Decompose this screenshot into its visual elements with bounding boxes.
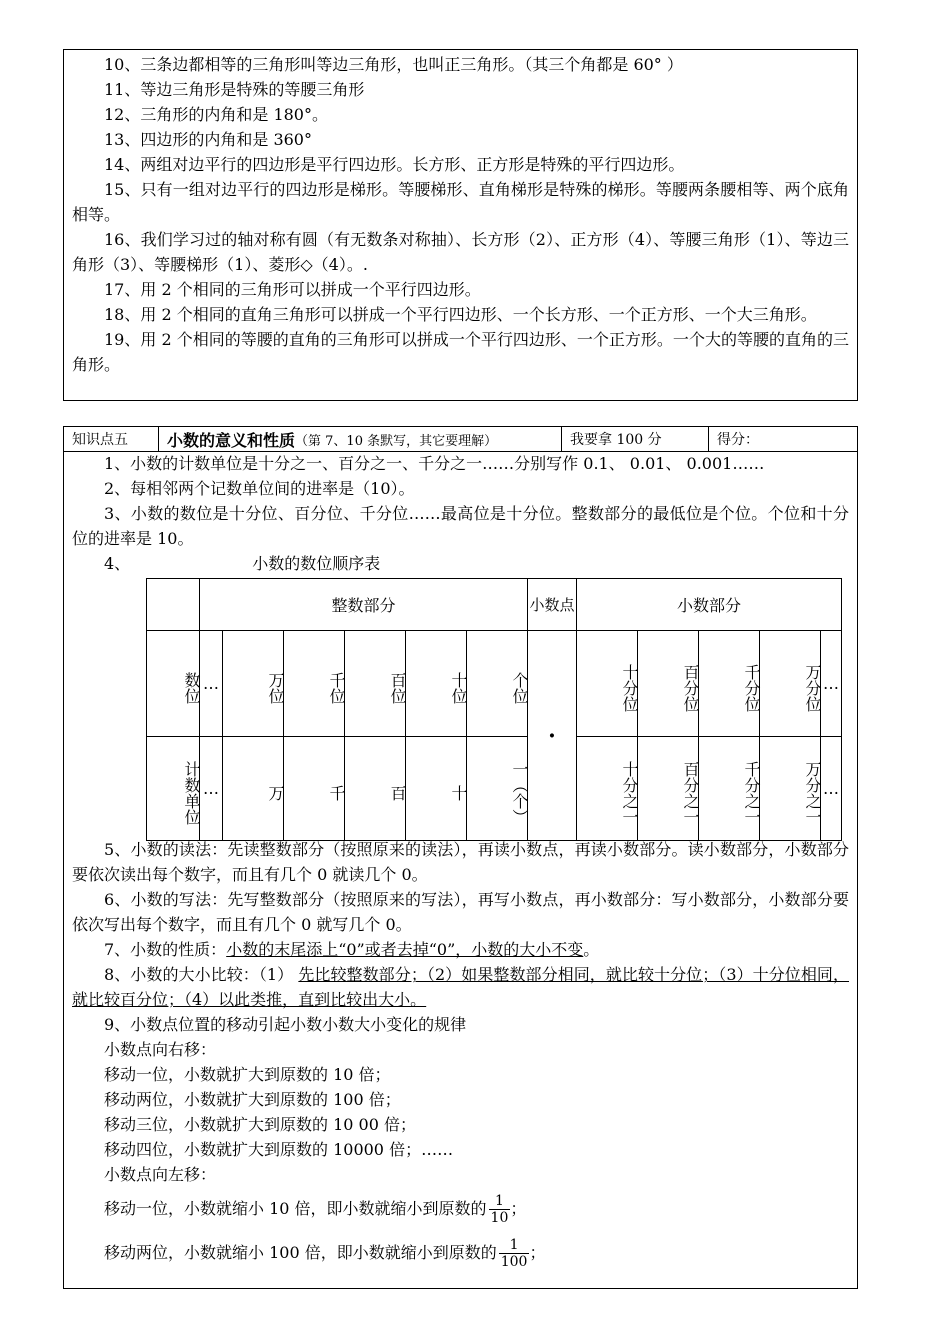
rule-line: 6、小数的写法：先写整数部分（按照原来的写法），再写小数点，再小数部分：写小数部分，小数部分要依次写出每个数字，而且有几个 0 就写几个 0。 [72, 890, 849, 934]
place-cell: 十分位 [577, 631, 638, 737]
decimal-point-header: 小数点 [528, 579, 577, 631]
rule-line [72, 551, 849, 576]
goal-cell: 我要拿 100 分 [562, 427, 709, 451]
rule-line [72, 937, 849, 962]
row-header-unit: 计数单位 [147, 737, 200, 841]
shift-left-line [72, 1231, 849, 1275]
place-cell: 万位 [223, 631, 284, 737]
shift-right-line: 移动三位，小数就扩大到原数的 10 00 倍； [104, 1115, 416, 1134]
shift-left-line [72, 1187, 849, 1231]
section-geometry-facts [63, 49, 858, 401]
shift-left-text: 移动两位，小数就缩小 100 倍，即小数就缩小到原数的 [104, 1243, 497, 1262]
ellipsis-cell: … [200, 631, 223, 737]
punctuation: ； [529, 1243, 546, 1262]
score-cell: 得分： [717, 432, 759, 448]
fact-line: 19、用 2 个相同的等腰的直角的三角形可以拼成一个平行四边形、一个正方形。一个大的等腰的直角的三角形。 [72, 330, 849, 374]
corner-cell [147, 579, 200, 631]
section-title: 小数的意义和性质 [167, 430, 296, 450]
unit-cell: 千 [284, 737, 345, 841]
unit-cell: 百 [345, 737, 406, 841]
rule-prefix: 8、小数的大小比较：（1） [104, 965, 299, 984]
fraction [489, 1193, 511, 1226]
place-cell: 千位 [284, 631, 345, 737]
shift-right-title: 小数点向右移： [104, 1040, 217, 1059]
decimal-part-header: 小数部分 [577, 579, 842, 631]
knowledge-point-header [63, 426, 858, 452]
decimal-point-cell: · [528, 631, 577, 841]
fact-line: 14、两组对边平行的四边形是平行四边形。长方形、正方形是特殊的平行四边形。 [104, 155, 685, 174]
shift-right-line: 移动两位，小数就扩大到原数的 100 倍； [104, 1090, 401, 1109]
unit-cell: 百分之一 [638, 737, 699, 841]
section-decimals [63, 451, 858, 1289]
fraction-numerator: 1 [489, 1193, 511, 1210]
fraction-denominator: 10 [490, 1210, 509, 1226]
fraction-denominator: 100 [500, 1254, 528, 1270]
ellipsis-cell: … [200, 737, 223, 841]
knowledge-point-label: 知识点五 [64, 427, 159, 451]
rule-suffix: 。 [583, 940, 600, 959]
shift-right-line: 移动四位，小数就扩大到原数的 10000 倍；…… [104, 1140, 454, 1159]
ellipsis-cell: … [821, 631, 842, 737]
ellipsis-cell: … [821, 737, 842, 841]
table-title: 小数的数位顺序表 [252, 554, 381, 573]
fact-line: 10、三条边都相等的三角形叫等边三角形，也叫正三角形。（其三个角都是 60° ） [104, 55, 683, 74]
rule-line: 1、小数的计数单位是十分之一、百分之一、千分之一……分别写作 0.1、 0.01、 0.001…… [104, 454, 765, 473]
place-cell: 个位 [467, 631, 528, 737]
unit-cell: 一（个） [467, 737, 528, 841]
rule-line [72, 962, 849, 1012]
place-cell: 万分位 [760, 631, 821, 737]
fact-line: 17、用 2 个相同的三角形可以拼成一个平行四边形。 [104, 280, 481, 299]
section-note: （第 7、10 条默写，其它要理解） [295, 433, 498, 449]
fact-line: 12、三角形的内角和是 180°。 [104, 105, 328, 124]
rule-line: 9、小数点位置的移动引起小数小数大小变化的规律 [104, 1015, 467, 1034]
knowledge-point-title [159, 427, 562, 451]
unit-cell: 十 [406, 737, 467, 841]
shift-left-title: 小数点向左移： [104, 1165, 217, 1184]
rule-line: 5、小数的读法：先读整数部分（按照原来的读法），再读小数点，再读小数部分。读小数部分，小数部分要依次读出每个数字，而且有几个 0 就读几个 0。 [72, 840, 849, 884]
fact-line: 11、等边三角形是特殊的等腰三角形 [104, 80, 365, 99]
rule-prefix: 7、小数的性质： [104, 940, 227, 959]
place-cell: 十位 [406, 631, 467, 737]
place-cell: 千分位 [699, 631, 760, 737]
rule-underlined: 先比较整数部分；（2）如果整数部分相同，就比较十分位；（3）十分位相同，就比较百分位；（4）以此类推，直到比较出大小。 [72, 965, 849, 1009]
unit-cell: 十分之一 [577, 737, 638, 841]
fact-line: 18、用 2 个相同的直角三角形可以拼成一个平行四边形、一个长方形、一个正方形、一个大三角形。 [104, 305, 817, 324]
place-cell: 百位 [345, 631, 406, 737]
unit-cell: 万分之一 [760, 737, 821, 841]
place-cell: 百分位 [638, 631, 699, 737]
place-row [147, 631, 842, 737]
fraction-numerator: 1 [499, 1237, 530, 1254]
fact-line: 15、只有一组对边平行的四边形是梯形。等腰梯形、直角梯形是特殊的梯形。等腰两条腰相等、两个底角相等。 [72, 180, 849, 224]
item-number: 4、 [104, 554, 131, 573]
shift-right-line: 移动一位，小数就扩大到原数的 10 倍； [104, 1065, 391, 1084]
rule-underlined: 小数的末尾添上“0”或者去掉“0”，小数的大小不变 [226, 940, 584, 959]
decimal-place-table [146, 578, 842, 841]
fact-line: 13、四边形的内角和是 360° [104, 130, 312, 149]
rule-line: 3、小数的数位是十分位、百分位、千分位……最高位是十分位。整数部分的最低位是个位。个位和十分位的进率是 10。 [72, 504, 849, 548]
integer-part-header: 整数部分 [200, 579, 528, 631]
table-header-row [147, 579, 842, 631]
punctuation: ； [510, 1199, 527, 1218]
rule-line: 2、每相邻两个记数单位间的进率是（10）。 [104, 479, 415, 498]
fraction [499, 1237, 530, 1270]
unit-cell: 千分之一 [699, 737, 760, 841]
shift-left-text: 移动一位，小数就缩小 10 倍，即小数就缩小到原数的 [104, 1199, 487, 1218]
unit-cell: 万 [223, 737, 284, 841]
unit-row [147, 737, 842, 841]
row-header-place: 数位 [147, 631, 200, 737]
fact-line: 16、我们学习过的轴对称有圆（有无数条对称抽）、长方形（2）、正方形（4）、等腰三角形（1）、等边三角形（3）、等腰梯形（1）、菱形◇（4）。. [72, 230, 849, 274]
